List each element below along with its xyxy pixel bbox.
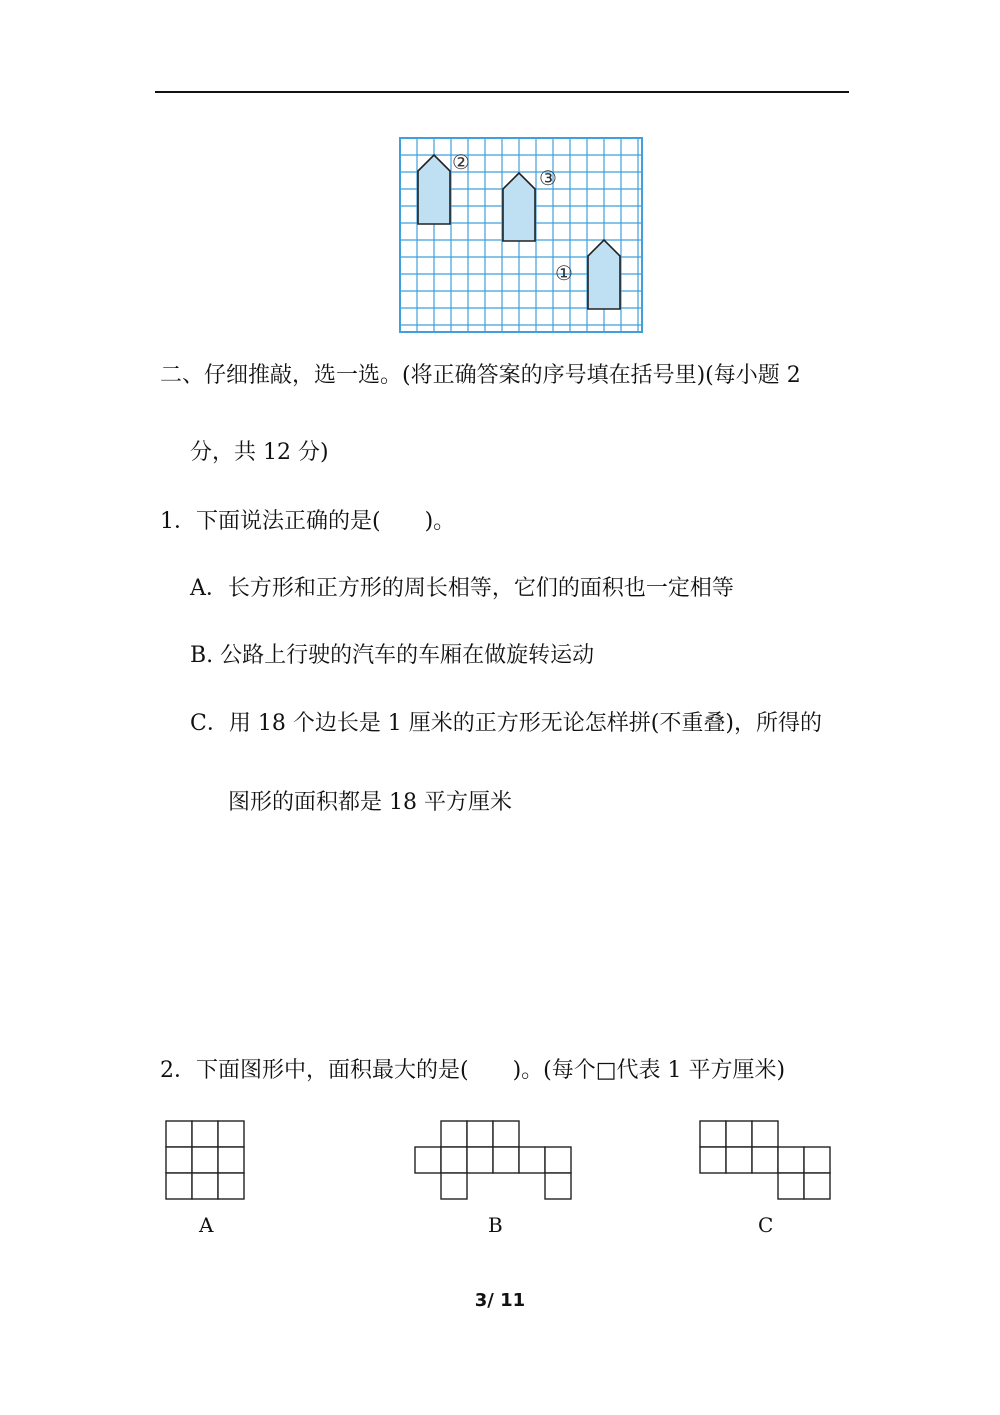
- question1-option-c-line1: C．用 18 个边长是 1 厘米的正方形无论怎样拼(不重叠)，所得的: [190, 711, 822, 736]
- figure-b-cell: [493, 1147, 519, 1173]
- shape-3: [503, 173, 535, 241]
- figure-a-cell: [192, 1147, 218, 1173]
- figure-a-cell: [166, 1147, 192, 1173]
- figure-c-label: C: [758, 1213, 774, 1237]
- top-rule: [155, 91, 849, 93]
- figure-b: [413, 1119, 577, 1203]
- figure-b-cells: [415, 1121, 571, 1199]
- shape-1: [588, 240, 620, 309]
- figure-a-cell: [218, 1173, 244, 1199]
- page-number: 3/ 11: [474, 1290, 526, 1311]
- figure-a-label: A: [199, 1213, 214, 1237]
- question2-stem: 2．下面图形中，面积最大的是( )。(每个□代表 1 平方厘米): [160, 1058, 786, 1083]
- figure-c-cell: [726, 1147, 752, 1173]
- question1-option-b: B. 公路上行驶的汽车的车厢在做旋转运动: [190, 643, 595, 668]
- figure-c-cell: [700, 1121, 726, 1147]
- shape-2: [418, 155, 450, 224]
- figure-b-cell: [441, 1147, 467, 1173]
- figure-b-cell: [467, 1121, 493, 1147]
- section2-heading-line2: 分，共 12 分): [190, 440, 329, 465]
- question1-stem: 1．下面说法正确的是( )。: [160, 509, 456, 534]
- figure-c-cell: [752, 1121, 778, 1147]
- figure-a-cell: [166, 1173, 192, 1199]
- shape-label-2: ②: [452, 150, 470, 174]
- figure-b-cell: [545, 1173, 571, 1199]
- figure-b-label: B: [488, 1213, 503, 1237]
- figure-b-cell: [441, 1121, 467, 1147]
- figure-b-cell: [467, 1147, 493, 1173]
- figure-b-cell: [415, 1147, 441, 1173]
- figure-b-cell: [441, 1173, 467, 1199]
- figure-c-cells: [700, 1121, 830, 1199]
- question1-option-c-line2: 图形的面积都是 18 平方厘米: [228, 790, 512, 815]
- figure-a-cells: [166, 1121, 244, 1199]
- figure-c-cell: [804, 1147, 830, 1173]
- figure-c: [698, 1119, 836, 1203]
- figure-c-cell: [778, 1147, 804, 1173]
- figure-b-cell: [545, 1147, 571, 1173]
- figure-c-cell: [700, 1147, 726, 1173]
- figure-c-cell: [778, 1173, 804, 1199]
- grid-figure: [398, 136, 644, 334]
- figure-a-cell: [218, 1147, 244, 1173]
- question1-option-a: A．长方形和正方形的周长相等，它们的面积也一定相等: [190, 576, 734, 601]
- figure-b-cell: [493, 1121, 519, 1147]
- figure-a-cell: [192, 1121, 218, 1147]
- figure-a-cell: [192, 1173, 218, 1199]
- figure-a: [164, 1119, 248, 1203]
- shape-label-1: ①: [555, 261, 573, 285]
- figure-a-cell: [166, 1121, 192, 1147]
- figure-b-cell: [519, 1147, 545, 1173]
- figure-c-cell: [726, 1121, 752, 1147]
- section2-heading-line1: 二、仔细推敲，选一选。(将正确答案的序号填在括号里)(每小题 2: [160, 363, 801, 388]
- figure-a-cell: [218, 1121, 244, 1147]
- figure-c-cell: [804, 1173, 830, 1199]
- figure-c-cell: [752, 1147, 778, 1173]
- shape-label-3: ③: [539, 166, 557, 190]
